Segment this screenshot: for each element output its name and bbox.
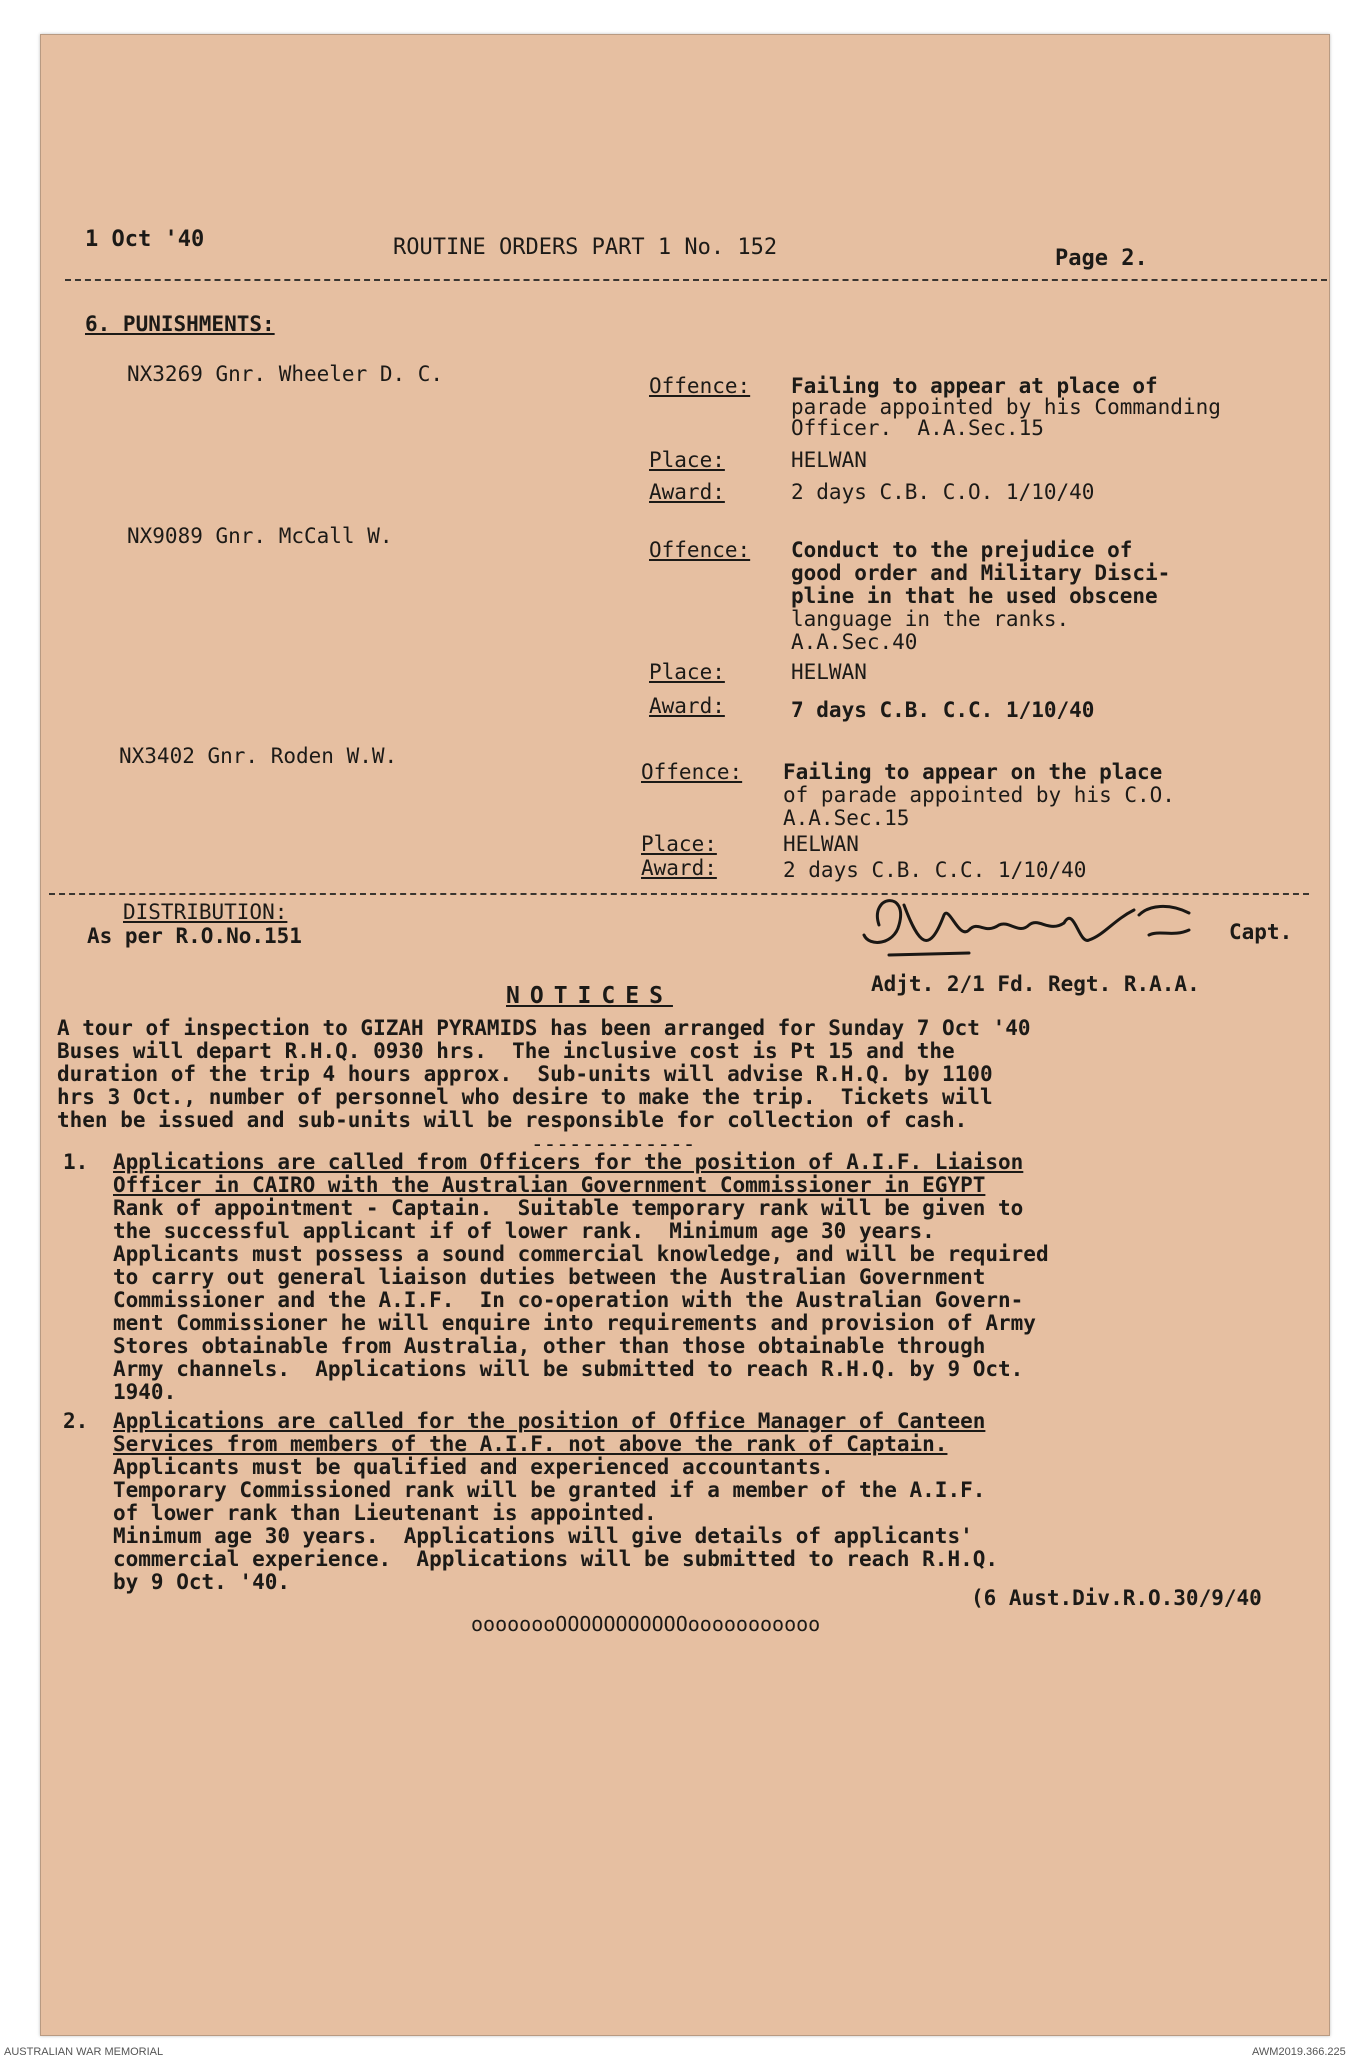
award-label: Award: (649, 694, 725, 718)
soldier-name: NX9089 Gnr. McCall W. (127, 524, 393, 548)
item-text: of lower rank than Lieutenant is appointed. (113, 1501, 657, 1525)
footer-left: AUSTRALIAN WAR MEMORIAL (4, 2046, 164, 2058)
item-heading: Services from members of the A.I.F. not above the rank of Captain. (113, 1432, 948, 1456)
item-text: Applicants must possess a sound commercial knowledge, and will be required (113, 1242, 1049, 1266)
item-text: Temporary Commissioned rank will be granted if a member of the A.I.F. (113, 1478, 986, 1502)
item-text: 1940. (113, 1380, 177, 1404)
offence-text: of parade appointed by his C.O. (783, 783, 1175, 807)
order-title: ROUTINE ORDERS PART 1 No. 152 (393, 235, 778, 260)
item-text: the successful applicant if of lower rank. Minimum age 30 years. (113, 1219, 935, 1243)
notices-heading: NOTICES (506, 983, 673, 1009)
end-marker: oooooooOOOOOOOOOOOooooooooooo (471, 1612, 821, 1636)
document-page (40, 34, 1330, 2036)
tour-text: duration of the trip 4 hours approx. Sub-units will advise R.H.Q. by 1100 (57, 1062, 993, 1086)
tour-text: then be issued and sub-units will be responsible for collection of cash. (57, 1108, 968, 1132)
place-value: HELWAN (783, 832, 859, 856)
award-label: Award: (641, 856, 717, 880)
item-heading: Applications are called from Officers for the position of A.I.F. Liaison (113, 1150, 1024, 1174)
award-value: 2 days C.B. C.O. 1/10/40 (791, 480, 1095, 504)
offence-label: Offence: (649, 538, 751, 562)
item-text: by 9 Oct. '40. (113, 1570, 291, 1594)
item-text: Commissioner and the A.I.F. In co-operation with the Australian Govern- (113, 1288, 1024, 1312)
distribution-text: As per R.O.No.151 (87, 924, 302, 948)
offence-text: language in the ranks. (791, 607, 1070, 631)
item-heading: Applications are called for the position of Office Manager of Canteen (113, 1409, 986, 1433)
signer-title: Adjt. 2/1 Fd. Regt. R.A.A. (871, 972, 1200, 996)
place-label: Place: (641, 832, 717, 856)
footer-right: AWM2019.366.225 (1252, 2046, 1346, 2058)
item-heading: Officer in CAIRO with the Australian Government Commissioner in EGYPT (113, 1173, 986, 1197)
signer-rank: Capt. (1229, 920, 1293, 944)
offence-text: Failing to appear on the place (783, 760, 1163, 784)
item-text: commercial experience. Applications will be submitted to reach R.H.Q. (113, 1547, 999, 1571)
order-date: 1 Oct '40 (85, 227, 205, 252)
item-text: Army channels. Applications will be submitted to reach R.H.Q. by 9 Oct. (113, 1357, 1024, 1381)
offence-text: pline in that he used obscene (791, 584, 1158, 608)
place-value: HELWAN (791, 660, 867, 684)
soldier-name: NX3402 Gnr. Roden W.W. (119, 744, 398, 768)
offence-text: Failing to appear at place of (791, 374, 1158, 398)
tour-text: Buses will depart R.H.Q. 0930 hrs. The inclusive cost is Pt 15 and the (57, 1039, 955, 1063)
offence-label: Offence: (649, 374, 751, 398)
award-value: 2 days C.B. C.C. 1/10/40 (783, 858, 1087, 882)
signature-image (849, 885, 1239, 965)
award-value: 7 days C.B. C.C. 1/10/40 (791, 698, 1095, 722)
offence-text: good order and Military Disci- (791, 561, 1171, 585)
item-text: Rank of appointment - Captain. Suitable temporary rank will be given to (113, 1196, 1024, 1220)
offence-label: Offence: (641, 760, 743, 784)
item-number: 1. (63, 1150, 89, 1174)
item-text: Minimum age 30 years. Applications will give details of applicants' (113, 1524, 973, 1548)
item-text: Applicants must be qualified and experienced accountants. (113, 1455, 834, 1479)
notice-separator: ------------- (531, 1132, 696, 1156)
soldier-name: NX3269 Gnr. Wheeler D. C. (127, 362, 444, 386)
place-label: Place: (649, 660, 725, 684)
offence-text: Conduct to the prejudice of (791, 538, 1133, 562)
place-value: HELWAN (791, 448, 867, 472)
offence-text: A.A.Sec.40 (791, 630, 918, 654)
item-text: Stores obtainable from Australia, other than those obtainable through (113, 1334, 986, 1358)
item-number: 2. (63, 1409, 89, 1433)
tour-text: hrs 3 Oct., number of personnel who desire to make the trip. Tickets will (57, 1085, 993, 1109)
distribution-label: DISTRIBUTION: (123, 900, 288, 924)
item-text: ment Commissioner he will enquire into requirements and provision of Army (113, 1311, 1036, 1335)
award-label: Award: (649, 480, 725, 504)
tour-text: A tour of inspection to GIZAH PYRAMIDS has been arranged for Sunday 7 Oct '40 (57, 1016, 1031, 1040)
offence-text: parade appointed by his Commanding (791, 395, 1221, 419)
header-rule (65, 279, 1327, 281)
page-number: Page 2. (1055, 246, 1148, 271)
offence-text: Officer. A.A.Sec.15 (791, 416, 1044, 440)
item-text: to carry out general liaison duties between the Australian Government (113, 1265, 986, 1289)
reference-note: (6 Aust.Div.R.O.30/9/40 (971, 1586, 1262, 1610)
offence-text: A.A.Sec.15 (783, 806, 910, 830)
place-label: Place: (649, 448, 725, 472)
punishments-heading: 6. PUNISHMENTS: (85, 312, 275, 336)
footer-bar (0, 2046, 1349, 2061)
